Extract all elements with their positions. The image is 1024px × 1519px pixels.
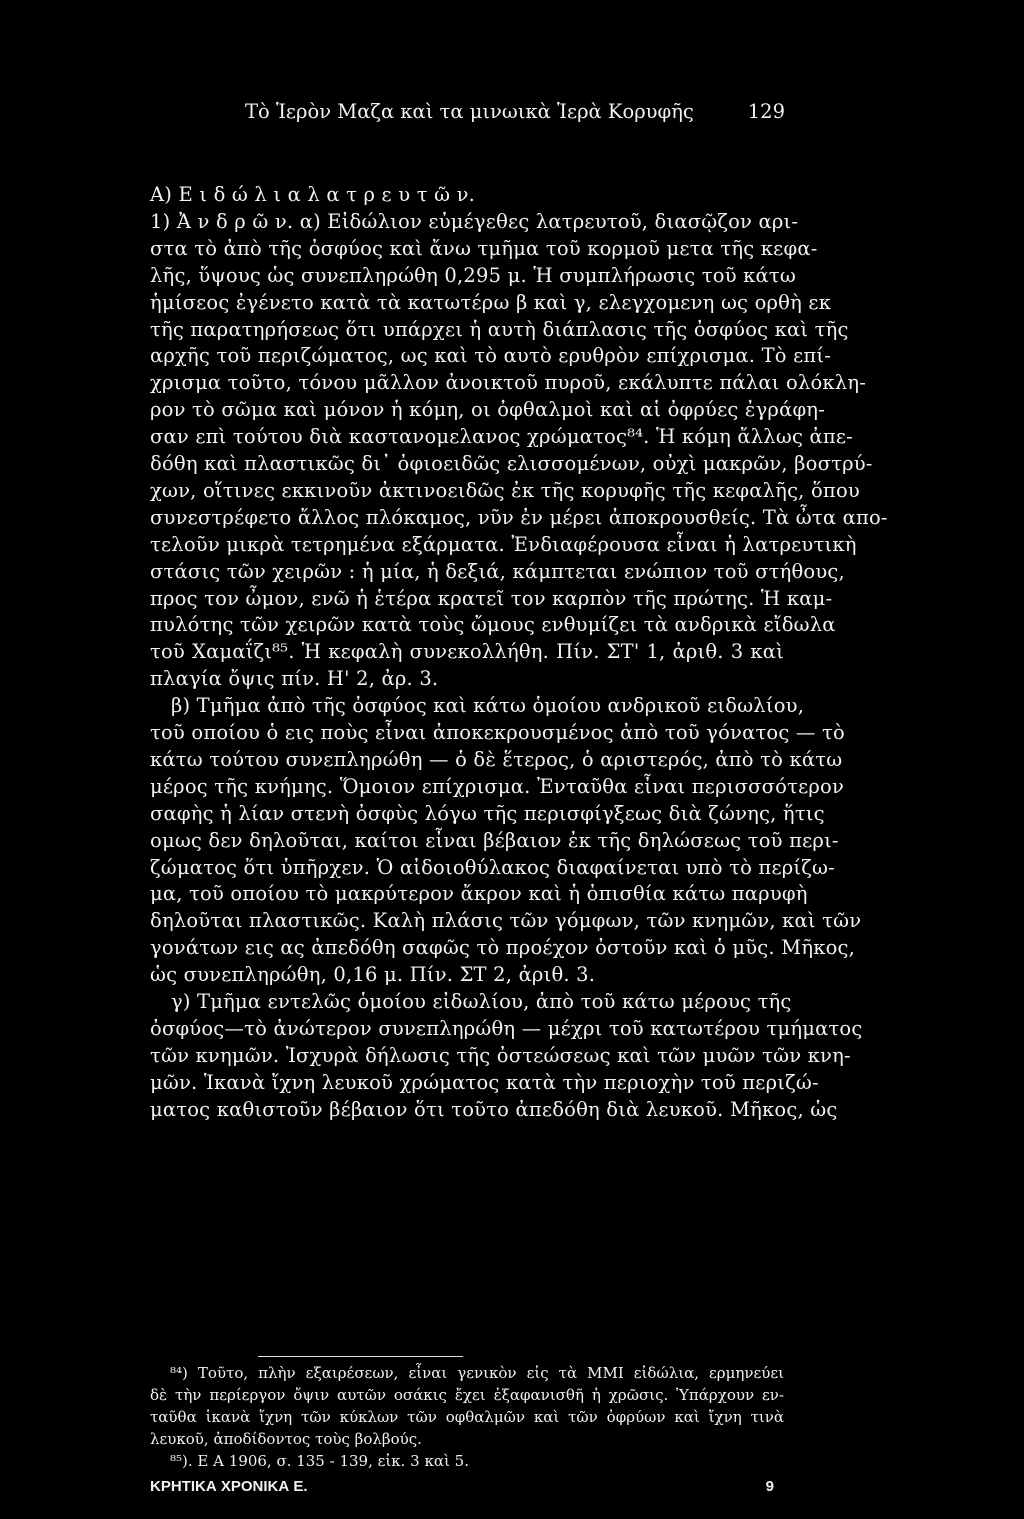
text-line: Α) Ε ι δ ώ λ ι α λ α τ ρ ε υ τ ῶ ν.	[150, 183, 476, 206]
printer-signature: ΚΡΗΤΙΚΑ ΧΡΟΝΙΚΑ Ε.	[150, 1478, 308, 1495]
text-line: ομως δεν δηλοῦται, καίτοι εἶναι βέβαιον ἐκ τῆς δηλώσεως τοῦ περι-	[150, 828, 839, 852]
text-line: κάτω τούτου συνεπληρώθη — ὁ δὲ ἕτερος, ὁ αριστερός, ἀπὸ τὸ κάτω	[150, 747, 843, 771]
text-line: χρισμα τοῦτο, τόνου μᾶλλον ἀνοικτοῦ πυροῦ, εκάλυπτε πάλαι ολόκλη-	[150, 371, 866, 395]
text-line: πλαγία ὄψις πίν. Η' 2, ἀρ. 3.	[150, 667, 439, 691]
text-line: συνεστρέφετο ἄλλος πλόκαμος, νῦν ἐν μέρει ἀποκρουσθείς. Τὰ ὦτα απο-	[150, 505, 888, 529]
footnote-line: ταῦθα ἱκανὰ ἴχνη τῶν κύκλων τῶν οφθαλμῶν καὶ τῶν ὀφρύων καὶ ἴχνη τινὰ	[150, 1408, 784, 1426]
text-line: δηλοῦται πλαστικῶς. Καλὴ πλάσις τῶν γόμφων, τῶν κνημῶν, καὶ τῶν	[150, 909, 862, 933]
text-line: μέρος τῆς κνήμης. Ὅμοιον επίχρισμα. Ἐνταῦθα εἶναι περισσσότερον	[150, 774, 845, 798]
footnote-line: ⁸⁴) Τοῦτο, πλὴν εξαιρέσεων, εἶναι γενικὸν εἰς τὰ ΜΜΙ εἰδώλια, ερμηνεύει	[170, 1364, 784, 1382]
footnote-line: ⁸⁵). Ε Α 1906, σ. 135 - 139, εἰκ. 3 καὶ 5.	[170, 1452, 469, 1470]
text-line: σαφὴς ἡ λίαν στενὴ ὀσφὺς λόγω τῆς περισφίγξεως διὰ ζώνης, ἥτις	[150, 801, 825, 825]
text-line: γονάτων εις ας ἀπεδόθη σαφῶς τὸ προέχον ὀστοῦν καὶ ὁ μῦς. Μῆκος,	[150, 936, 856, 960]
text-line: αρχῆς τοῦ περιζώματος, ως καὶ τὸ αυτὸ ερυθρὸν επίχρισμα. Τὸ επί-	[150, 344, 832, 368]
text-line: μῶν. Ἱκανὰ ἴχνη λευκοῦ χρώματος κατὰ τὴν περιοχὴν τοῦ περιζώ-	[150, 1070, 819, 1094]
running-title: Τὸ Ἱερὸν Μαζα καὶ τα μινωικὰ Ἱερὰ Κορυφῆς	[245, 100, 694, 123]
text-line: προς τον ὦμον, ενῶ ἡ ἑτέρα κρατεῖ τον καρπὸν τῆς πρώτης. Ἡ καμ-	[150, 586, 833, 610]
text-line: τοῦ οποίου ὁ εις ποὺς εἶναι ἀποκεκρουσμένος ἀπὸ τοῦ γόνατος — τὸ	[150, 721, 845, 744]
text-line: χων, οἵτινες εκκινοῦν ἀκτινοειδῶς ἐκ τῆς κορυφῆς τῆς κεφαλῆς, ὅπου	[150, 478, 860, 502]
text-line: σαν επὶ τούτου διὰ καστανομελανος χρώματος⁸⁴. Ἡ κόμη ἄλλως ἀπε-	[150, 425, 853, 449]
page-number: 129	[747, 100, 785, 123]
text-line: τῶν κνημῶν. Ἰσχυρὰ δήλωσις τῆς ὀστεώσεως καὶ τῶν μυῶν τῶν κνη-	[150, 1043, 851, 1067]
text-line: β) Τμῆμα ἀπὸ τῆς ὀσφύος καὶ κάτω ὁμοίου ανδρικοῦ ειδωλίου,	[171, 694, 805, 718]
text-line: τελοῦν μικρὰ τετρημένα εξάρματα. Ἐνδιαφέρουσα εἶναι ἡ λατρευτικὴ	[150, 532, 857, 556]
text-line: ἡμίσεος ἐγένετο κατὰ τὰ κατωτέρω β καὶ γ, ελεγχομενη ως ορθὴ εκ	[150, 290, 832, 314]
footnote-line: δὲ τὴν περίεργον ὄψιν αυτῶν οσάκις ἔχει ἐξαφανισθῆ ἡ χρῶσις. Ὑπάρχουν εν-	[150, 1386, 784, 1404]
text-line: λῆς, ὕψους ὡς συνεπληρώθη 0,295 μ. Ἡ συμπλήρωσις τοῦ κάτω	[150, 263, 797, 287]
text-line: τοῦ Χαμαΐζι⁸⁵. Ἡ κεφαλὴ συνεκολλήθη. Πίν. ΣΤ' 1, ἀριθ. 3 καὶ	[150, 640, 784, 664]
text-line: ματος καθιστοῦν βέβαιον ὅτι τοῦτο ἀπεδόθη διὰ λευκοῦ. Μῆκος, ὡς	[150, 1097, 838, 1121]
text-line: ζώματος ὅτι ὑπῆρχεν. Ὁ αἰδοιοθύλακος διαφαίνεται υπὸ τὸ περίζω-	[150, 855, 835, 879]
text-line: πυλότης τῶν χειρῶν κατὰ τοὺς ὤμους ενθυμίζει τὰ ανδρικὰ εἴδωλα	[150, 613, 836, 637]
text-line: μα, τοῦ οποίου τὸ μακρύτερον ἄκρον καὶ ἡ ὀπισθία κάτω παρυφὴ	[150, 882, 808, 906]
footnote-line: λευκοῦ, ἀποδίδοντος τοὺς βολβούς.	[150, 1430, 422, 1448]
footnote-rule	[258, 1356, 463, 1357]
text-line: στάσις τῶν χειρῶν : ἡ μία, ἡ δεξιά, κάμπτεται ενώπιον τοῦ στήθους,	[150, 559, 845, 583]
text-line: ρον τὸ σῶμα καὶ μόνον ἡ κόμη, οι ὀφθαλμοὶ καὶ αἱ ὀφρύες ἐγράφη-	[150, 398, 825, 422]
text-line: δόθη καὶ πλαστικῶς δι᾿ ὀφιοειδῶς ελισσομένων, οὐχὶ μακρῶν, βοστρύ-	[150, 452, 873, 475]
text-line: τῆς παρατηρήσεως ὅτι υπάρχει ἡ αυτὴ διάπλασις τῆς ὀσφύος καὶ τῆς	[150, 317, 849, 341]
text-line: ὡς συνεπληρώθη, 0,16 μ. Πίν. ΣΤ 2, ἀριθ. 3.	[150, 963, 596, 987]
sheet-number: 9	[765, 1478, 774, 1495]
text-line: στα τὸ ἀπὸ τῆς ὀσφύος καὶ ἄνω τμῆμα τοῦ κορμοῦ μετα τῆς κεφα-	[150, 236, 818, 260]
text-line: ὀσφύος—τὸ ἀνώτερον συνεπληρώθη — μέχρι τοῦ κατωτέρου τμήματος	[150, 1016, 863, 1040]
text-line: γ) Τμῆμα εντελῶς ὁμοίου εἰδωλίου, ἀπὸ τοῦ κάτω μέρους τῆς	[171, 990, 792, 1013]
text-line: 1) Ἀ ν δ ρ ῶ ν. α) Εἰδώλιον εὐμέγεθες λατρευτοῦ, διασῷζον αρι-	[150, 209, 799, 233]
